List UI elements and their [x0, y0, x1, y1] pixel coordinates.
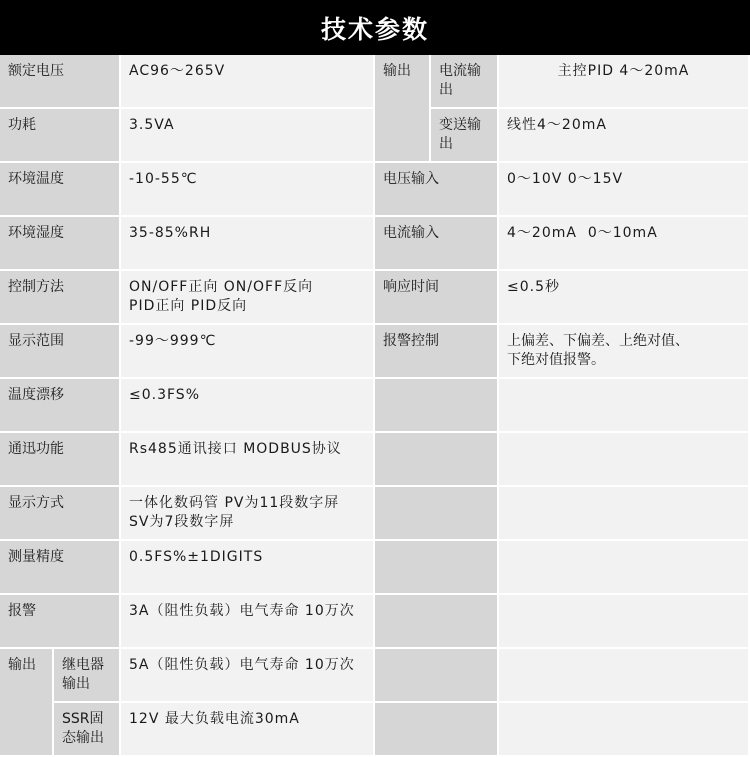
spec-value-current-input: 4～20mA 0～10mA: [499, 217, 750, 271]
spec-value-response-time: ≤0.5秒: [499, 271, 750, 325]
spec-label-alarm-control: 报警控制: [375, 325, 499, 379]
empty-value-cell: [499, 703, 750, 757]
spec-label-temp-drift: 温度漂移: [0, 379, 121, 433]
spec-value-temp-drift: ≤0.3FS%: [121, 379, 375, 433]
spec-value-alarm-control: 上偏差、下偏差、上绝对值、 下绝对值报警。: [499, 325, 750, 379]
spec-value-display-range: -99～999℃: [121, 325, 375, 379]
empty-label-cell: [375, 649, 499, 703]
spec-label-left-output: 输出: [0, 649, 54, 757]
spec-label-alarm: 报警: [0, 595, 121, 649]
spec-label-ambient-temp: 环境温度: [0, 163, 121, 217]
spec-label-relay-output: 继电器输出: [54, 649, 121, 703]
spec-value-power: 3.5VA: [121, 109, 375, 163]
spec-value-ambient-humidity: 35-85%RH: [121, 217, 375, 271]
spec-label-rated-voltage: 额定电压: [0, 55, 121, 109]
empty-label-cell: [375, 595, 499, 649]
spec-label-ssr-output: SSR固态输出: [54, 703, 121, 757]
spec-table: [0, 55, 750, 757]
spec-value-transmit-output: 线性4～20mA: [499, 109, 750, 163]
spec-value-accuracy: 0.5FS%±1DIGITS: [121, 541, 375, 595]
spec-label-ambient-humidity: 环境湿度: [0, 217, 121, 271]
spec-value-display-mode: 一体化数码管 PV为11段数字屏 SV为7段数字屏: [121, 487, 375, 541]
empty-value-cell: [499, 649, 750, 703]
spec-label-right-output: 输出: [375, 55, 431, 163]
spec-value-communication: Rs485通讯接口 MODBUS协议: [121, 433, 375, 487]
empty-label-cell: [375, 379, 499, 433]
spec-label-accuracy: 测量精度: [0, 541, 121, 595]
spec-label-current-output: 电流输出: [431, 55, 499, 109]
empty-label-cell: [375, 703, 499, 757]
spec-label-response-time: 响应时间: [375, 271, 499, 325]
spec-value-alarm: 3A（阻性负载）电气寿命 10万次: [121, 595, 375, 649]
spec-label-control-method: 控制方法: [0, 271, 121, 325]
spec-value-control-method: ON/OFF正向 ON/OFF反向 PID正向 PID反向: [121, 271, 375, 325]
empty-value-cell: [499, 487, 750, 541]
empty-label-cell: [375, 433, 499, 487]
spec-label-power: 功耗: [0, 109, 121, 163]
empty-label-cell: [375, 487, 499, 541]
spec-label-display-mode: 显示方式: [0, 487, 121, 541]
spec-label-current-input: 电流输入: [375, 217, 499, 271]
empty-value-cell: [499, 541, 750, 595]
empty-value-cell: [499, 433, 750, 487]
page-title: 技术参数: [0, 0, 750, 55]
empty-value-cell: [499, 379, 750, 433]
spec-label-transmit-output: 变送输出: [431, 109, 499, 163]
spec-value-ambient-temp: -10-55℃: [121, 163, 375, 217]
spec-value-relay-output: 5A（阻性负载）电气寿命 10万次: [121, 649, 375, 703]
empty-label-cell: [375, 541, 499, 595]
spec-value-current-output: 主控PID 4～20mA: [499, 55, 750, 109]
spec-label-display-range: 显示范围: [0, 325, 121, 379]
spec-value-ssr-output: 12V 最大负载电流30mA: [121, 703, 375, 757]
spec-value-voltage-input: 0～10V 0～15V: [499, 163, 750, 217]
spec-label-communication: 通迅功能: [0, 433, 121, 487]
spec-value-rated-voltage: AC96～265V: [121, 55, 375, 109]
spec-label-voltage-input: 电压输入: [375, 163, 499, 217]
empty-value-cell: [499, 595, 750, 649]
